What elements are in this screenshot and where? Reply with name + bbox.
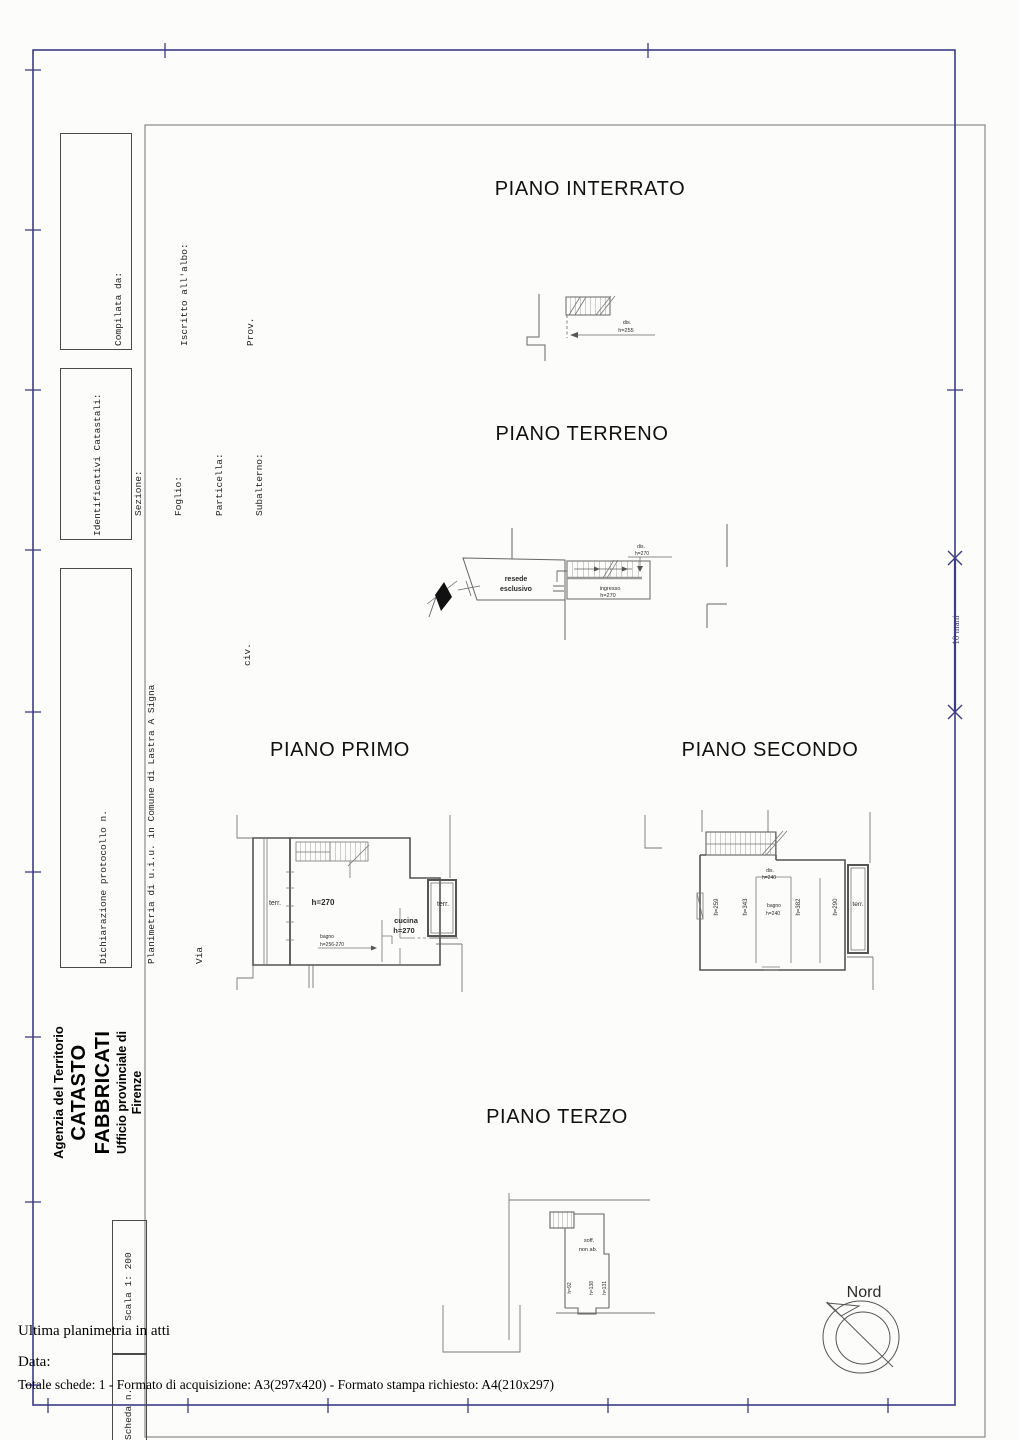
planimetria-label: Planimetria di u.i.u. in Comune di Lastra A Signa xyxy=(146,684,157,964)
primo-terr-left-label: terr. xyxy=(268,900,282,907)
primo-interior-lines xyxy=(264,838,453,965)
terreno-dis-label: dis. xyxy=(637,544,645,550)
agency-title-block xyxy=(50,1000,142,1185)
floor-plan-terzo-drawing xyxy=(435,1190,660,1358)
agency-line4: Firenze xyxy=(130,1070,144,1115)
interrato-walls xyxy=(527,294,655,361)
agency-line3: Ufficio provinciale di xyxy=(115,1031,129,1154)
primo-cucina-label: cucina xyxy=(394,916,418,925)
interrato-arrowhead xyxy=(570,332,578,338)
compass-circles xyxy=(823,1301,899,1373)
sezione-label: Sezione: xyxy=(132,470,144,516)
title-piano-interrato: PIANO INTERRATO xyxy=(494,178,686,200)
terzo-h3-label: h=131 xyxy=(602,1280,608,1296)
primo-h-main-label: h=270 xyxy=(311,898,335,907)
terzo-boundary-lines xyxy=(443,1193,655,1352)
identificativi-title: Identificativi Catastali: xyxy=(92,393,103,536)
title-piano-primo: PIANO PRIMO xyxy=(270,739,410,761)
secondo-dis-h-label: h=240 xyxy=(761,875,777,881)
via-label: Via xyxy=(194,946,205,964)
terzo-soff-label: soff. xyxy=(583,1238,595,1244)
terzo-h1-label: h=92 xyxy=(567,1282,573,1294)
footer-data-label: Data: xyxy=(18,1354,51,1370)
secondo-h-room4-label: h=290 xyxy=(833,898,839,916)
title-piano-terreno: PIANO TERRENO xyxy=(495,423,669,445)
dichiarazione-label: Dichiarazione protocollo n. xyxy=(98,810,109,964)
terzo-walls xyxy=(550,1212,609,1314)
secondo-bagno-label: bagno xyxy=(767,903,781,909)
footer-ultima-planimetria: Ultima planimetria in atti xyxy=(18,1323,171,1339)
primo-bagno-h-label: h=256-270 xyxy=(319,942,345,948)
terzo-h2-label: h=138 xyxy=(589,1280,595,1296)
subalterno-label: Subalterno: xyxy=(254,453,265,516)
floor-plan-interrato-drawing xyxy=(520,285,695,370)
secondo-terr-label: terr. xyxy=(852,901,864,908)
primo-terr-right-label: terr. xyxy=(436,901,450,908)
civ-label: civ. xyxy=(242,643,253,666)
compass-nord-label: Nord xyxy=(846,1284,882,1301)
box-dichiarazione-text xyxy=(62,570,253,968)
primo-bagno-arrowhead xyxy=(371,946,377,951)
iscritto-label: Iscritto all'albo: xyxy=(179,243,190,346)
right-edge-artifact-text: 10 mani xyxy=(951,615,961,645)
scala-text: Scala 1: 200 xyxy=(123,1252,134,1321)
secondo-h-room1-label: h=259 xyxy=(714,898,720,916)
agency-line2: CATASTO FABBRICATI xyxy=(68,1030,114,1155)
title-piano-secondo: PIANO SECONDO xyxy=(681,739,859,761)
primo-bagno-label: bagno xyxy=(320,934,334,940)
terreno-resede-label2: esclusivo xyxy=(500,586,532,593)
box-compilata-text xyxy=(62,135,256,350)
interrato-dis-h-label: h=255 xyxy=(618,328,634,334)
terreno-walls xyxy=(427,524,727,640)
floor-plan-secondo-drawing xyxy=(638,808,898,996)
floor-plan-primo-drawing xyxy=(228,808,480,996)
floor-plan-terreno-drawing xyxy=(425,515,745,645)
secondo-bagno-h-label: h=240 xyxy=(765,911,781,917)
terreno-ingresso-h-label: h=270 xyxy=(600,593,616,599)
primo-cucina-h-label: h=270 xyxy=(393,926,415,935)
secondo-interior-lines xyxy=(697,831,865,970)
agency-line1: Agenzia del Territorio xyxy=(51,1026,66,1159)
interrato-dis-label: dis. xyxy=(622,320,632,326)
scheda-text: Scheda n. xyxy=(123,1388,134,1440)
secondo-dis-label: dis. xyxy=(766,868,774,874)
north-compass xyxy=(810,1272,925,1387)
prov-label: Prov. xyxy=(245,317,256,346)
secondo-h-room3-label: h=382 xyxy=(796,898,802,916)
foglio-label: Foglio: xyxy=(173,476,184,516)
compilata-label: Compilata da: xyxy=(113,271,124,346)
terreno-dis-h-label: h=270 xyxy=(634,551,650,557)
footer-totale-schede: Totale schede: 1 - Formato di acquisizione: A3(297x420) - Formato stampa richiesto: A4(210x297) xyxy=(18,1377,554,1392)
particella-label: Particella: xyxy=(213,453,225,516)
box-identificativi-text xyxy=(62,370,265,540)
terreno-ingresso-label: ingresso xyxy=(599,586,621,592)
title-piano-terzo: PIANO TERZO xyxy=(486,1106,628,1128)
terreno-resede-label: resede xyxy=(504,576,528,583)
terzo-non-ab-label: non ab. xyxy=(578,1247,598,1253)
secondo-h-room2-label: h=343 xyxy=(743,898,749,916)
